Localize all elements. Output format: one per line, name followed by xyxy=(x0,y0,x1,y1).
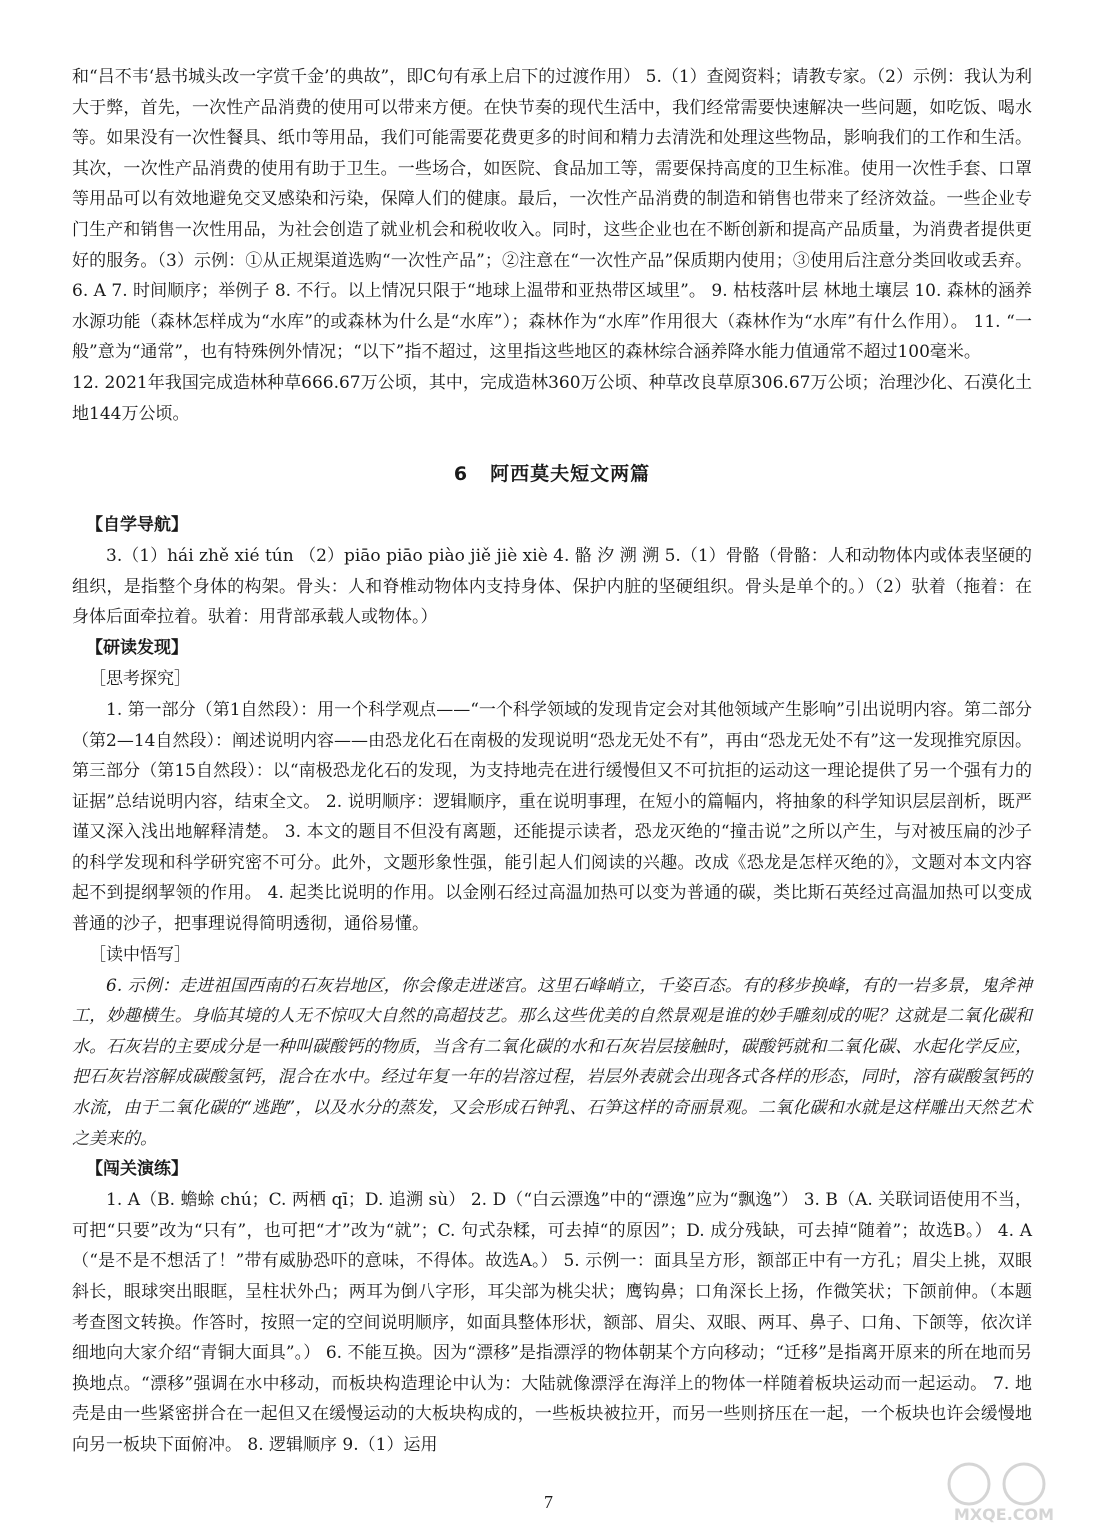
sikao-subheading: ［思考探究］ xyxy=(89,668,191,689)
duzhong-paragraph: 6. 示例：走进祖国西南的石灰岩地区，你会像走进迷宫。这里石峰峭立，千姿百态。有的移步换峰，有的一岩多景，鬼斧神工，妙趣横生。身临其境的人无不惊叹大自然的高超技艺。那么这些优美的自然景观是谁的妙手雕刻成的呢？这就是二氧化碳和水。石灰岩的主要成分是一种叫碳酸钙的物质，当含有二氧化碳的水和石灰岩层接触时，碳酸钙就和二氧化碳、水起化学反应，把石灰岩溶解成碳酸氢钙，混合在水中。经过年复一年的岩溶过程，岩层外表就会出现各式各样的形态，同时，溶有碳酸氢钙的水流，由于二氧化碳的“逃跑”，以及水分的蒸发，又会形成石钟乳、石笋这样的奇丽景观。二氧化碳和水就是这样雕出天然艺术之美来的。 xyxy=(72,975,1032,1149)
yandu-heading: 【研读发现】 xyxy=(86,637,188,658)
page-number: 7 xyxy=(544,1492,553,1512)
duzhong-subheading: ［读中悟写］ xyxy=(89,944,191,965)
watermark-logo xyxy=(929,1456,1079,1526)
sikao-paragraph: 1. 第一部分（第1自然段）：用一个科学观点——“一个科学领域的发现肯定会对其他领域产生影响”引出说明内容。第二部分（第2—14自然段）：阐述说明内容——由恐龙化石在南极的发现说明“恐龙无处不有”，再由“恐龙无处不有”这一发现推究原因。第三部分（第15自然段）：以“南极恐龙化石的发现，为支持地壳在进行缓慢但又不可抗拒的运动这一理论提供了另一个强有力的证据”总结说明内容，结束全文。 2. 说明顺序：逻辑顺序，重在说明事理，在短小的篇幅内，将抽象的科学知识层层剖析，既严谨又深入浅出地解释清楚。 3. 本文的题目不但没有离题，还能提示读者，恐龙灭绝的“撞击说”之所以产生，与对被压扁的沙子的科学发现和科学研究密不可分。此外，文题形象性强，能引起人们阅读的兴趣。改成《恐龙是怎样灭绝的》，文题对本文内容起不到提纲挈领的作用。 4. 起类比说明的作用。以金刚石经过高温加热可以变为普通的碳，类比斯石英经过高温加热可以变成普通的沙子，把事理说得简明透彻，通俗易懂。 xyxy=(72,699,1032,935)
watermark-text: MXQE.COM xyxy=(953,1505,1055,1524)
section-number: 6 xyxy=(453,463,469,486)
section-title xyxy=(72,459,1032,486)
zixue-heading: 【自学导航】 xyxy=(86,515,188,536)
intro-paragraph-2: 12. 2021年我国完成造林种草666.67万公顷，其中，完成造林360万公顷、种草改良草原306.67万公顷；治理沙化、石漠化土地144万公顷。 xyxy=(72,372,1032,424)
zixue-paragraph: 3.（1）hái zhě xié tún （2）piāo piāo piào jiě jiè xiè 4. 骼 汐 溯 溯 5.（1）骨骼（骨骼：人和动物体内或体表坚硬的组织，是指整个身体的构架。骨头：人和脊椎动物体内支持身体、保护内脏的坚硬组织。骨头是单个的。）（2）驮着（拖着：在身体后面牵拉着。驮着：用背部承载人或物体。） xyxy=(72,546,1032,628)
intro-paragraph: 和“吕不韦‘悬书城头改一字赏千金’的典故”，即C句有承上启下的过渡作用） 5.（1）查阅资料；请教专家。（2）示例：我认为利大于弊，首先，一次性产品消费的使用可以带来方便。在快节奏的现代生活中，我们经常需要快速解决一些问题，如吃饭、喝水等。如果没有一次性餐具、纸巾等用品，我们可能需要花费更多的时间和精力去清洗和处理这些物品，影响我们的工作和生活。其次，一次性产品消费的使用有助于卫生。一些场合，如医院、食品加工等，需要保持高度的卫生标准。使用一次性手套、口罩等用品可以有效地避免交叉感染和污染，保障人们的健康。最后，一次性产品消费的制造和销售也带来了经济效益。一些企业专门生产和销售一次性用品，为社会创造了就业机会和税收收入。同时，这些企业也在不断创新和提高产品质量，为消费者提供更好的服务。（3）示例：①从正规渠道选购“一次性产品”；②注意在“一次性产品”保质期内使用；③使用后注意分类回收或丢弃。 6. A 7. 时间顺序；举例子 8. 不行。以上情况只限于“地球上温带和亚热带区域里”。 9. 枯枝落叶层 林地土壤层 10. 森林的涵养水源功能（森林怎样成为“水库”的或森林为什么是“水库”）；森林作为“水库”作用很大（森林作为“水库”有什么作用）。 11. “一般”意为“通常”，也有特殊例外情况；“以下”指不超过，这里指这些地区的森林综合涵养降水能力值通常不超过100毫米。 xyxy=(72,67,1038,363)
chuangguan-paragraph: 1. A（B. 蟾蜍 chú；C. 两栖 qī；D. 追溯 sù） 2. D（“白云漂逸”中的“漂逸”应为“飘逸”） 3. B（A. 关联词语使用不当，可把“只要”改为“只有”，也可把“才”改为“就”；C. 句式杂糅，可去掉“的原因”；D. 成分残缺，可去掉“随着”；故选B。） 4. A（“是不是不想活了！”带有威胁恐吓的意味，不得体。故选A。） 5. 示例一：面具呈方形，额部正中有一方孔；眉尖上挑，双眼斜长，眼球突出眼眶，呈柱状外凸；两耳为倒八字形，耳尖部为桃尖状；鹰钩鼻；口角深长上扬，作微笑状；下颌前伸。（本题考查图文转换。作答时，按照一定的空间说明顺序，如面具整体形状，额部、眉尖、双眼、两耳、鼻子、口角、下颌等，依次详细地向大家介绍“青铜大面具”。） 6. 不能互换。因为“漂移”是指漂浮的物体朝某个方向移动；“迁移”是指离开原来的所在地而另换地点。“漂移”强调在水中移动，而板块构造理论中认为：大陆就像漂浮在海洋上的物体一样随着板块运动而一起运动。 7. 地壳是由一些紧密拼合在一起但又在缓慢运动的大板块构成的，一些板块被拉开，而另一些则挤压在一起，一个板块也许会缓慢地向另一板块下面俯冲。 8. 逻辑顺序 9.（1）运用 xyxy=(72,1190,1032,1455)
page-content xyxy=(72,62,1038,1461)
chuangguan-heading: 【闯关演练】 xyxy=(86,1159,188,1180)
section-title-text: 阿西莫夫短文两篇 xyxy=(490,463,651,486)
